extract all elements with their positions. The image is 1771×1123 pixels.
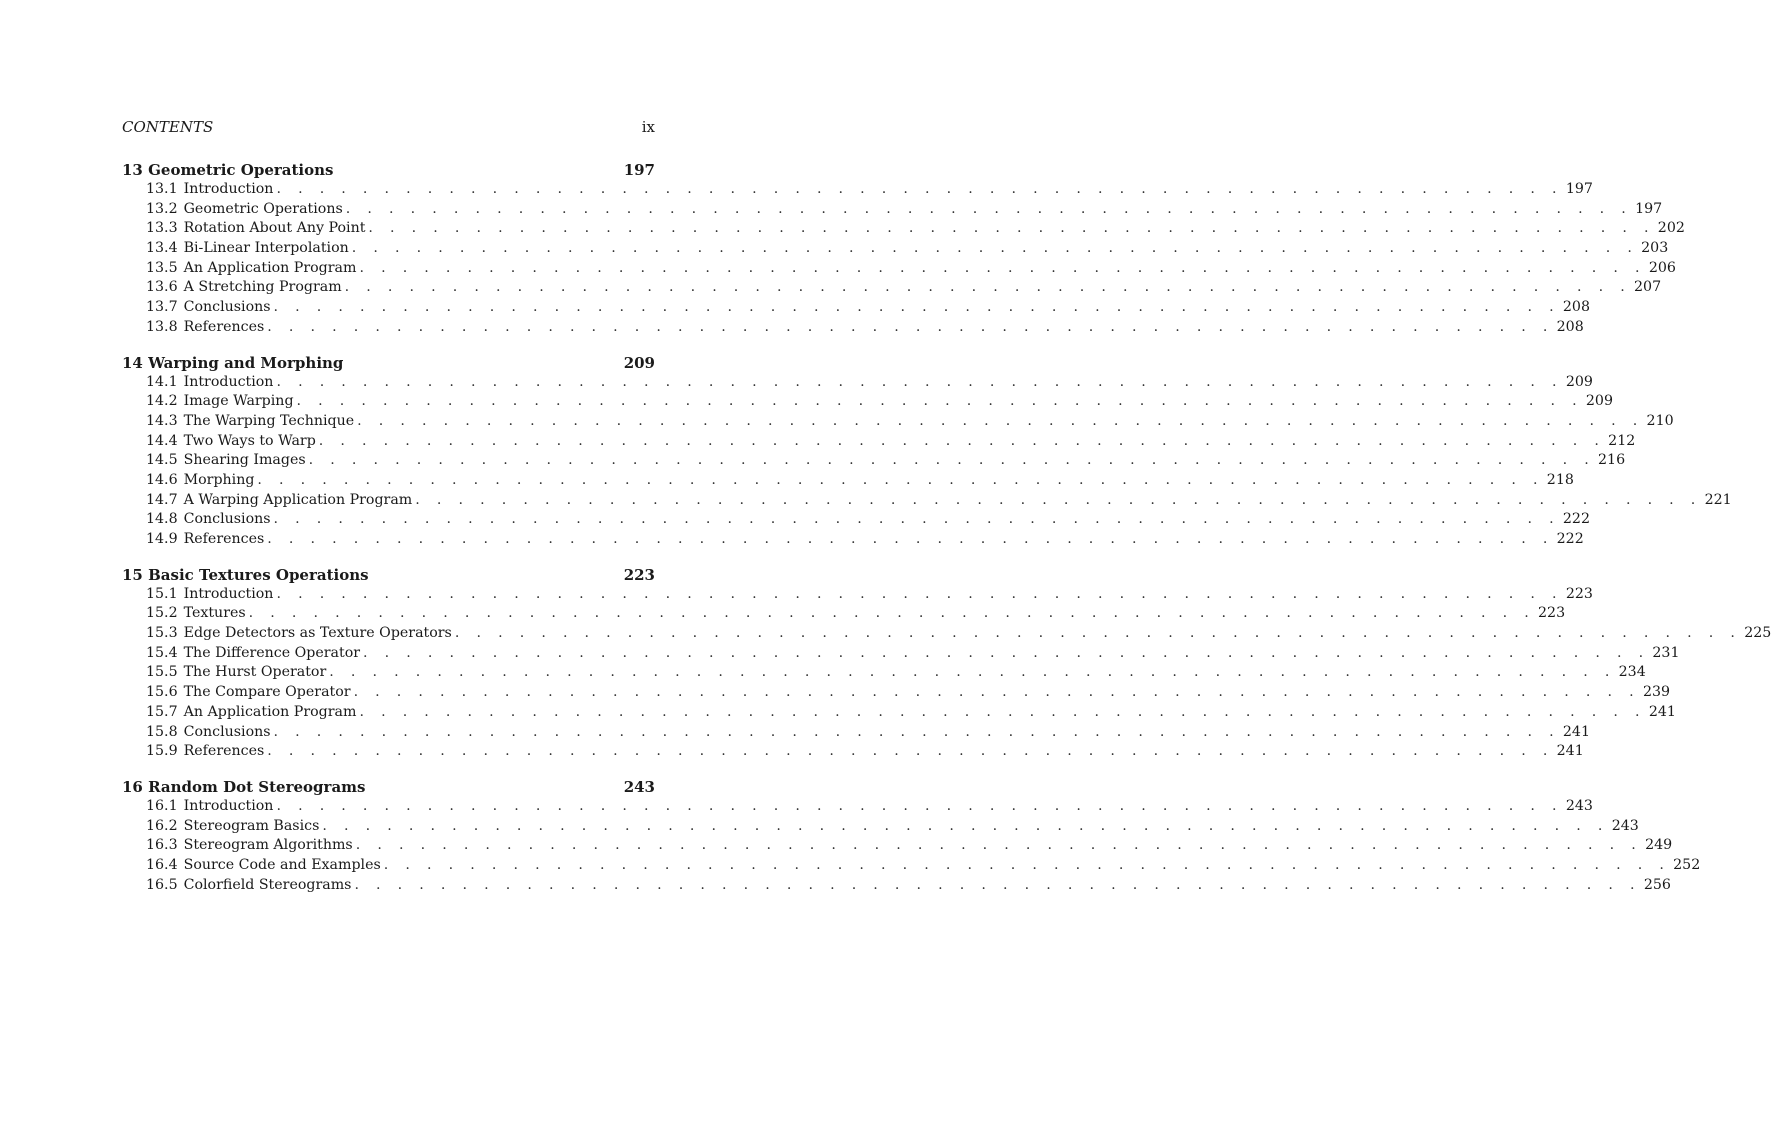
- toc-entry[interactable]: [122, 836, 1673, 856]
- toc-entry[interactable]: [122, 703, 1676, 723]
- section-number: 14.6: [146, 471, 178, 488]
- toc-entry[interactable]: [122, 392, 1613, 412]
- dot-leader: . . . . . . . . . . . . . . . . . . . . . . . . . . . . . . . . . . . . . . . . . . . . . . . . . . . . . . . . . . . .: [318, 432, 1606, 449]
- section-title: Shearing Images: [183, 452, 306, 469]
- section-number: 13.3: [146, 220, 178, 237]
- dot-leader: . . . . . . . . . . . . . . . . . . . . . . . . . . . . . . . . . . . . . . . . . . . . . . . . . . . . . . . . . . . .: [257, 471, 1544, 488]
- running-header: [122, 118, 655, 148]
- chapter-title-group: [122, 565, 369, 585]
- section-page-number: 212: [1608, 432, 1636, 449]
- section-page-number: 222: [1562, 511, 1590, 528]
- section-number: 14.4: [146, 432, 178, 449]
- chapter-page-number: 209: [623, 353, 655, 372]
- toc-entry[interactable]: [122, 200, 1663, 220]
- toc-entry[interactable]: [122, 239, 1669, 259]
- toc-entry[interactable]: [122, 876, 1671, 896]
- chapter-title: Warping and Morphing: [148, 353, 344, 372]
- section-page-number: 243: [1565, 797, 1593, 814]
- toc-entry[interactable]: [122, 530, 1584, 550]
- section-number: 13.8: [146, 318, 178, 335]
- section-title: Introduction: [183, 797, 274, 814]
- table-of-contents: [122, 160, 1771, 895]
- running-header-title: CONTENTS: [122, 118, 214, 136]
- chapter-title-group: [122, 160, 333, 180]
- dot-leader: . . . . . . . . . . . . . . . . . . . . . . . . . . . . . . . . . . . . . . . . . . . . . . . . . . . . . . . . . . . .: [273, 723, 1560, 740]
- section-page-number: 209: [1565, 373, 1593, 390]
- toc-entry[interactable]: [122, 259, 1676, 279]
- section-number: 14.3: [146, 412, 178, 429]
- dot-leader: . . . . . . . . . . . . . . . . . . . . . . . . . . . . . . . . . . . . . . . . . . . . . . . . . . . . . . . . . . . .: [415, 491, 1702, 508]
- section-number: 15.8: [146, 723, 178, 740]
- chapter-heading[interactable]: [122, 565, 655, 585]
- dot-leader: . . . . . . . . . . . . . . . . . . . . . . . . . . . . . . . . . . . . . . . . . . . . . . . . . . . . . . . . . . . .: [273, 511, 1560, 528]
- running-header-page-number: ix: [641, 118, 655, 136]
- dot-leader: . . . . . . . . . . . . . . . . . . . . . . . . . . . . . . . . . . . . . . . . . . . . . . . . . . . . . . . . . . . .: [267, 531, 1554, 547]
- section-number: 14.9: [146, 531, 178, 547]
- section-title: Stereogram Algorithms: [183, 837, 353, 854]
- toc-entry[interactable]: [122, 180, 1593, 200]
- section-title: Geometric Operations: [183, 200, 343, 217]
- toc-entry[interactable]: [122, 491, 1732, 511]
- toc-entry[interactable]: [122, 856, 1701, 876]
- dot-leader: . . . . . . . . . . . . . . . . . . . . . . . . . . . . . . . . . . . . . . . . . . . . . . . . . . . . . . . . . . . .: [329, 664, 1616, 681]
- section-title: The Hurst Operator: [183, 664, 327, 681]
- toc-entry[interactable]: [122, 318, 1584, 338]
- section-page-number: 243: [1611, 817, 1639, 834]
- chapter-title: Random Dot Stereograms: [148, 777, 366, 796]
- section-page-number: 218: [1546, 471, 1574, 488]
- section-number: 13.6: [146, 279, 178, 296]
- chapter-heading[interactable]: [122, 777, 655, 797]
- section-title: Textures: [183, 605, 246, 622]
- dot-leader: . . . . . . . . . . . . . . . . . . . . . . . . . . . . . . . . . . . . . . . . . . . . . . . . . . . . . . . . . . . .: [354, 876, 1641, 893]
- chapter-heading[interactable]: [122, 160, 655, 180]
- dot-leader: . . . . . . . . . . . . . . . . . . . . . . . . . . . . . . . . . . . . . . . . . . . . . . . . . . . . . . . . . . . .: [344, 279, 1632, 296]
- section-title: Stereogram Basics: [183, 817, 320, 834]
- section-number: 16.3: [146, 837, 178, 854]
- dot-leader: . . . . . . . . . . . . . . . . . . . . . . . . . . . . . . . . . . . . . . . . . . . . . . . . . . . . . . . . . . . .: [248, 605, 1536, 622]
- dot-leader: . . . . . . . . . . . . . . . . . . . . . . . . . . . . . . . . . . . . . . . . . . . . . . . . . . . . . . . . . . . .: [359, 259, 1646, 276]
- toc-entry[interactable]: [122, 219, 1685, 239]
- section-title: The Difference Operator: [183, 644, 361, 661]
- dot-leader: . . . . . . . . . . . . . . . . . . . . . . . . . . . . . . . . . . . . . . . . . . . . . . . . . . . . . . . . . . . .: [454, 625, 1742, 642]
- section-title: Image Warping: [183, 393, 294, 410]
- section-page-number: 221: [1704, 491, 1732, 508]
- section-number: 15.4: [146, 644, 178, 661]
- toc-entry[interactable]: [122, 298, 1590, 318]
- dot-leader: . . . . . . . . . . . . . . . . . . . . . . . . . . . . . . . . . . . . . . . . . . . . . . . . . . . . . . . . . . . .: [351, 240, 1639, 257]
- section-number: 14.7: [146, 491, 178, 508]
- section-page-number: 209: [1585, 393, 1613, 410]
- toc-entry[interactable]: [122, 817, 1639, 837]
- section-number: 15.3: [146, 625, 178, 642]
- section-page-number: 223: [1565, 585, 1593, 602]
- section-page-number: 206: [1648, 259, 1676, 276]
- section-page-number: 210: [1646, 412, 1674, 429]
- toc-entry[interactable]: [122, 797, 1593, 817]
- toc-entry[interactable]: [122, 604, 1566, 624]
- dot-leader: . . . . . . . . . . . . . . . . . . . . . . . . . . . . . . . . . . . . . . . . . . . . . . . . . . . . . . . . . . . .: [267, 743, 1554, 760]
- section-title: An Application Program: [183, 703, 357, 720]
- chapter-15: [122, 565, 1771, 762]
- chapter-number: 16: [122, 777, 143, 796]
- dot-leader: . . . . . . . . . . . . . . . . . . . . . . . . . . . . . . . . . . . . . . . . . . . . . . . . . . . . . . . . . . . .: [322, 817, 1609, 834]
- section-page-number: 208: [1556, 318, 1584, 335]
- chapter-page-number: 223: [623, 565, 655, 584]
- section-title: Rotation About Any Point: [183, 220, 366, 237]
- section-title: Introduction: [183, 373, 274, 390]
- dot-leader: . . . . . . . . . . . . . . . . . . . . . . . . . . . . . . . . . . . . . . . . . . . . . . . . . . . . . . . . . . . .: [355, 837, 1643, 854]
- dot-leader: . . . . . . . . . . . . . . . . . . . . . . . . . . . . . . . . . . . . . . . . . . . . . . . . . . . . . . . . . . . .: [363, 644, 1650, 661]
- chapter-page-number: 197: [623, 161, 655, 179]
- section-number: 15.2: [146, 605, 178, 622]
- dot-leader: . . . . . . . . . . . . . . . . . . . . . . . . . . . . . . . . . . . . . . . . . . . . . . . . . . . . . . . . . . . .: [276, 797, 1563, 814]
- chapter-title: Basic Textures Operations: [148, 565, 369, 584]
- toc-entry[interactable]: [122, 683, 1671, 703]
- section-title: Conclusions: [183, 511, 271, 528]
- section-page-number: 239: [1642, 684, 1671, 701]
- section-title: Edge Detectors as Texture Operators: [183, 625, 452, 642]
- section-number: 15.5: [146, 664, 178, 681]
- section-page-number: 208: [1562, 299, 1590, 316]
- section-page-number: 202: [1657, 220, 1685, 237]
- section-title: Bi-Linear Interpolation: [183, 240, 349, 257]
- chapter-number: 13: [122, 161, 143, 179]
- section-title: Morphing: [183, 471, 255, 488]
- section-title: Two Ways to Warp: [183, 432, 316, 449]
- toc-entry[interactable]: [122, 432, 1636, 452]
- section-page-number: 197: [1635, 200, 1663, 217]
- section-page-number: 252: [1673, 856, 1701, 873]
- section-title: Introduction: [183, 585, 274, 602]
- dot-leader: . . . . . . . . . . . . . . . . . . . . . . . . . . . . . . . . . . . . . . . . . . . . . . . . . . . . . . . . . . . .: [267, 318, 1554, 335]
- toc-entry[interactable]: [122, 278, 1662, 298]
- chapter-title-group: [122, 777, 365, 797]
- section-title: References: [183, 531, 265, 547]
- toc-entry[interactable]: [122, 471, 1574, 491]
- dot-leader: . . . . . . . . . . . . . . . . . . . . . . . . . . . . . . . . . . . . . . . . . . . . . . . . . . . . . . . . . . . .: [276, 373, 1563, 390]
- section-number: 15.7: [146, 703, 178, 720]
- section-number: 15.6: [146, 684, 178, 701]
- section-page-number: 203: [1641, 240, 1669, 257]
- section-number: 13.7: [146, 299, 178, 316]
- chapter-16: [122, 777, 1701, 895]
- section-number: 14.8: [146, 511, 178, 528]
- section-page-number: 249: [1645, 837, 1673, 854]
- chapter-number: 15: [122, 565, 143, 584]
- section-page-number: 241: [1648, 703, 1676, 720]
- toc-page: [122, 118, 1771, 910]
- dot-leader: . . . . . . . . . . . . . . . . . . . . . . . . . . . . . . . . . . . . . . . . . . . . . . . . . . . . . . . . . . . .: [296, 393, 1583, 410]
- toc-entry[interactable]: [122, 451, 1626, 471]
- dot-leader: . . . . . . . . . . . . . . . . . . . . . . . . . . . . . . . . . . . . . . . . . . . . . . . . . . . . . . . . . . . .: [308, 452, 1596, 469]
- section-number: 15.1: [146, 585, 178, 602]
- section-number: 13.1: [146, 181, 178, 197]
- section-title: Conclusions: [183, 299, 271, 316]
- section-page-number: 234: [1618, 664, 1646, 681]
- section-page-number: 223: [1538, 605, 1566, 622]
- section-title: A Warping Application Program: [183, 491, 413, 508]
- section-number: 14.1: [146, 373, 178, 390]
- dot-leader: . . . . . . . . . . . . . . . . . . . . . . . . . . . . . . . . . . . . . . . . . . . . . . . . . . . . . . . . . . . .: [383, 856, 1671, 873]
- toc-entry[interactable]: [122, 723, 1590, 743]
- dot-leader: . . . . . . . . . . . . . . . . . . . . . . . . . . . . . . . . . . . . . . . . . . . . . . . . . . . . . . . . . . . .: [353, 684, 1640, 701]
- dot-leader: . . . . . . . . . . . . . . . . . . . . . . . . . . . . . . . . . . . . . . . . . . . . . . . . . . . . . . . . . . . .: [368, 220, 1655, 237]
- toc-entry[interactable]: [122, 373, 1593, 393]
- section-page-number: 241: [1556, 743, 1584, 760]
- section-page-number: 222: [1556, 531, 1584, 547]
- section-page-number: 231: [1652, 644, 1680, 661]
- toc-entry[interactable]: [122, 644, 1680, 664]
- section-number: 13.5: [146, 259, 178, 276]
- section-title: The Warping Technique: [183, 412, 355, 429]
- section-number: 15.9: [146, 743, 178, 760]
- section-title: References: [183, 743, 265, 760]
- chapter-13: [122, 160, 1685, 338]
- section-number: 16.5: [146, 876, 178, 893]
- toc-entry[interactable]: [122, 624, 1771, 644]
- section-title: Colorfield Stereograms: [183, 876, 352, 893]
- chapter-heading[interactable]: [122, 353, 655, 373]
- section-number: 13.2: [146, 200, 178, 217]
- dot-leader: . . . . . . . . . . . . . . . . . . . . . . . . . . . . . . . . . . . . . . . . . . . . . . . . . . . . . . . . . . . .: [345, 200, 1633, 217]
- section-page-number: 197: [1565, 181, 1593, 197]
- section-number: 14.2: [146, 393, 178, 410]
- toc-entry[interactable]: [122, 510, 1590, 530]
- dot-leader: . . . . . . . . . . . . . . . . . . . . . . . . . . . . . . . . . . . . . . . . . . . . . . . . . . . . . . . . . . . .: [273, 299, 1560, 316]
- toc-entry[interactable]: [122, 663, 1646, 683]
- section-page-number: 207: [1634, 279, 1662, 296]
- section-number: 16.4: [146, 856, 178, 873]
- section-page-number: 216: [1598, 452, 1626, 469]
- section-title: Source Code and Examples: [183, 856, 381, 873]
- section-title: Conclusions: [183, 723, 271, 740]
- section-number: 16.1: [146, 797, 178, 814]
- section-number: 16.2: [146, 817, 178, 834]
- section-title: The Compare Operator: [183, 684, 351, 701]
- section-page-number: 256: [1643, 876, 1671, 893]
- section-page-number: 241: [1562, 723, 1590, 740]
- chapter-number: 14: [122, 353, 143, 372]
- section-number: 13.4: [146, 240, 178, 257]
- dot-leader: . . . . . . . . . . . . . . . . . . . . . . . . . . . . . . . . . . . . . . . . . . . . . . . . . . . . . . . . . . . .: [359, 703, 1646, 720]
- dot-leader: . . . . . . . . . . . . . . . . . . . . . . . . . . . . . . . . . . . . . . . . . . . . . . . . . . . . . . . . . . . .: [276, 585, 1563, 602]
- section-title: Introduction: [183, 181, 274, 197]
- section-number: 14.5: [146, 452, 178, 469]
- section-title: A Stretching Program: [183, 279, 342, 296]
- dot-leader: . . . . . . . . . . . . . . . . . . . . . . . . . . . . . . . . . . . . . . . . . . . . . . . . . . . . . . . . . . . .: [276, 181, 1563, 197]
- section-page-number: 225: [1744, 625, 1771, 642]
- section-title: References: [183, 318, 265, 335]
- chapter-title: Geometric Operations: [148, 161, 334, 179]
- chapter-page-number: 243: [623, 777, 655, 796]
- section-title: An Application Program: [183, 259, 357, 276]
- toc-entry[interactable]: [122, 412, 1674, 432]
- toc-entry[interactable]: [122, 742, 1584, 762]
- chapter-14: [122, 353, 1732, 550]
- dot-leader: . . . . . . . . . . . . . . . . . . . . . . . . . . . . . . . . . . . . . . . . . . . . . . . . . . . . . . . . . . . .: [357, 412, 1644, 429]
- chapter-title-group: [122, 353, 343, 373]
- toc-entry[interactable]: [122, 585, 1593, 605]
